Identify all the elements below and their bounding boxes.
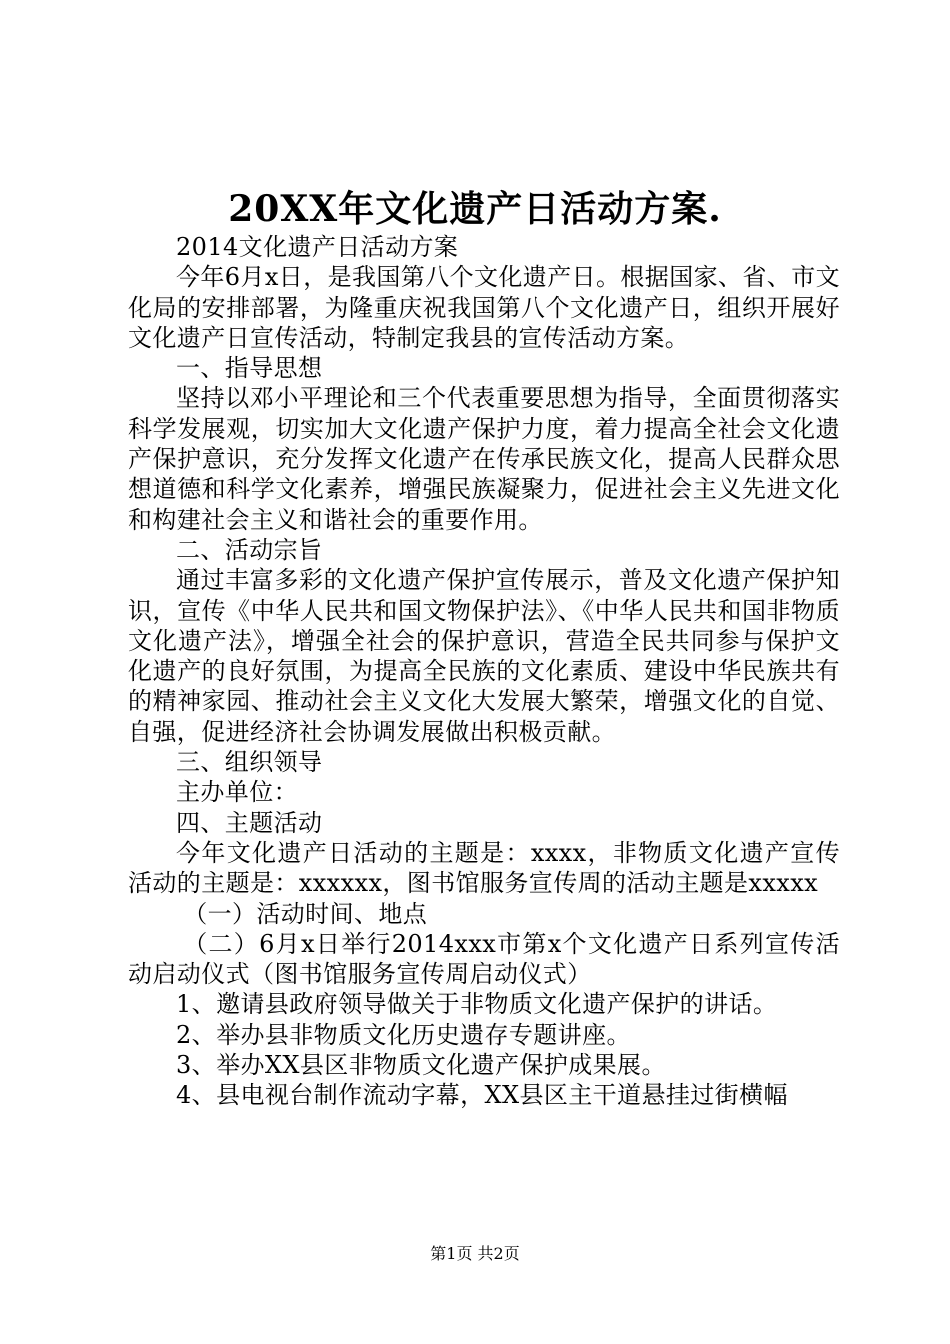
section-heading-theme-activities: 四、主题活动	[176, 808, 323, 837]
paragraph-theme: 今年文化遗产日活动的主题是：xxxx，非物质文化遗产宣传活动的主题是：xxxxxx，图书馆服务宣传周的活动主题是xxxxx	[128, 838, 840, 898]
list-item-2: 2、举办县非物质文化历史遗存专题讲座。	[176, 1020, 631, 1049]
paragraph-guiding-ideology: 坚持以邓小平理论和三个代表重要思想为指导，全面贯彻落实科学发展观，切实加大文化遗产保护力度，着力提高全社会文化遗产保护意识，充分发挥文化遗产在传承民族文化，提高人民群众思想道德和科学文化素养，增强民族凝聚力，促进社会主义先进文化和构建社会主义和谐社会的重要作用。	[128, 384, 840, 534]
paragraph-intro: 今年6月x日，是我国第八个文化遗产日。根据国家、省、市文化局的安排部署，为隆重庆祝我国第八个文化遗产日，组织开展好文化遗产日宣传活动，特制定我县的宣传活动方案。	[128, 263, 841, 352]
section-heading-leadership: 三、组织领导	[176, 748, 323, 777]
list-item-4: 4、县电视台制作流动字幕，XX县区主干道悬挂过街横幅	[176, 1081, 788, 1110]
list-item-3: 3、举办XX县区非物质文化遗产保护成果展。	[176, 1051, 666, 1080]
page-footer: 第1页 共2页	[430, 1244, 520, 1263]
subheading-launch-ceremony: （二）6月x日举行2014xxx市第x个文化遗产日系列宣传活动启动仪式（图书馆服务宣传周启动仪式）	[128, 929, 840, 989]
subheading-time-place: （一）活动时间、地点	[183, 899, 428, 928]
paragraph-organizer: 主办单位：	[176, 778, 298, 807]
document-title: 20XX年文化遗产日活动方案.	[228, 188, 722, 230]
paragraph-subtitle: 2014文化遗产日活动方案	[176, 233, 459, 261]
paragraph-purpose: 通过丰富多彩的文化遗产保护宣传展示，普及文化遗产保护知识，宣传《中华人民共和国文物保护法》、《中华人民共和国非物质文化遗产法》，增强全社会的保护意识，营造全民共同参与保护文化遗产的良好氛围，为提高全民族的文化素质、建设中华民族共有的精神家园、推动社会主义文化大发展大繁荣，增强文化的自觉、自强，促进经济社会协调发展做出积极贡献。	[128, 566, 840, 746]
section-heading-purpose: 二、活动宗旨	[176, 535, 323, 564]
document-body	[128, 232, 840, 1111]
list-item-1: 1、邀请县政府领导做关于非物质文化遗产保护的讲话。	[176, 990, 778, 1019]
section-heading-guiding-ideology: 一、指导思想	[176, 354, 323, 383]
